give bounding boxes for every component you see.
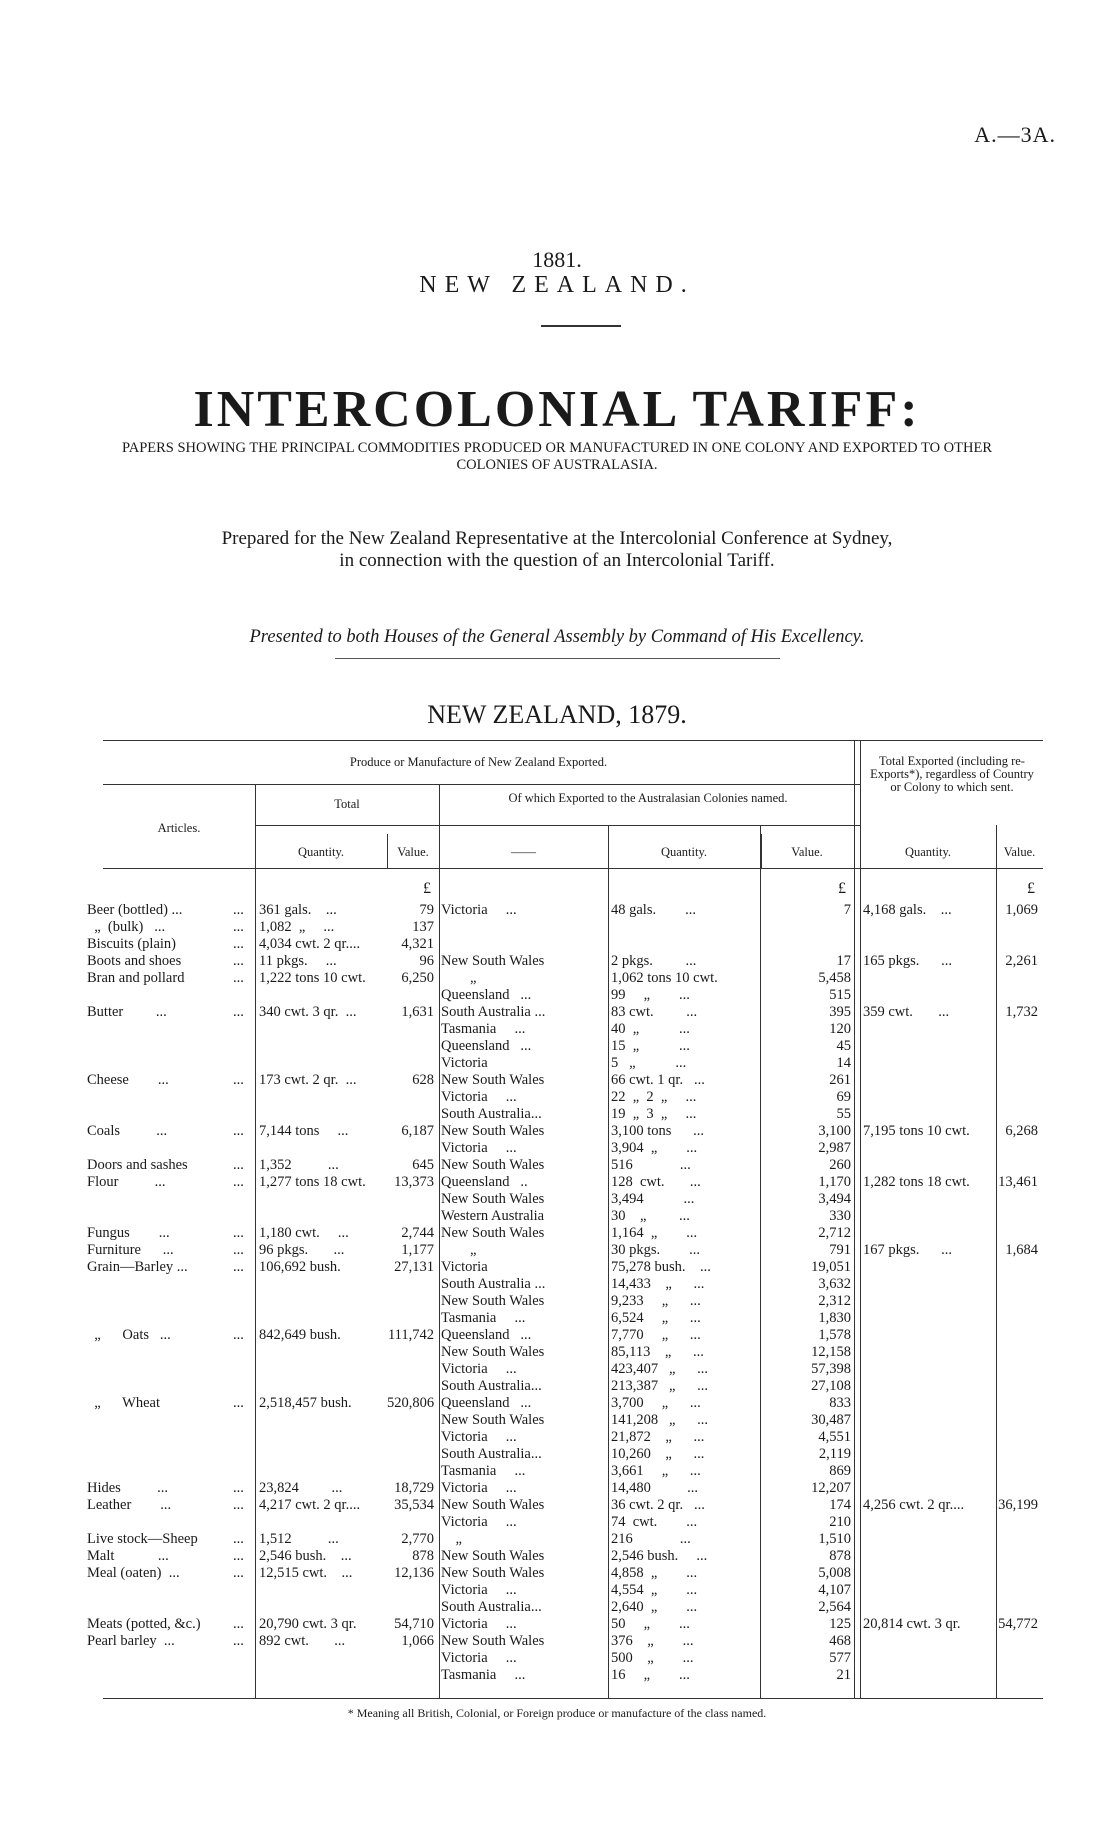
colony-quantity-cell: 15 „ ... [611, 1038, 690, 1054]
colony-value-cell: 12,158 [811, 1344, 851, 1360]
colony-quantity-cell: 2,640 „ ... [611, 1599, 698, 1615]
colony-cell: Victoria [441, 1055, 488, 1071]
value-cell: 628 [412, 1072, 434, 1088]
colony-cell: South Australia... [441, 1446, 542, 1462]
colony-quantity-cell: 376 „ ... [611, 1633, 694, 1649]
colony-cell: New South Wales [441, 1157, 545, 1173]
divider [335, 658, 780, 659]
colony-cell: Victoria ... [441, 902, 517, 918]
colony-value-cell: 577 [829, 1650, 851, 1666]
colony-quantity-cell: 9,233 „ ... [611, 1293, 701, 1309]
value-cell: 1,177 [401, 1242, 434, 1258]
total-quantity-cell: 20,814 cwt. 3 qr. [863, 1616, 961, 1632]
dots-cell: ... [233, 1616, 244, 1632]
total-value-cell: 2,261 [1005, 953, 1038, 969]
colony-cell: Victoria ... [441, 1140, 517, 1156]
colony-value-cell: 19,051 [811, 1259, 851, 1275]
value-cell: 2,770 [401, 1531, 434, 1547]
colony-quantity-cell: 516 ... [611, 1157, 691, 1173]
dots-cell: ... [233, 1327, 244, 1343]
dots-cell: ... [233, 1497, 244, 1513]
colony-quantity-cell: 3,700 „ ... [611, 1395, 701, 1411]
colony-cell: Tasmania ... [441, 1021, 526, 1037]
colony-quantity-cell: 19 „ 3 „ ... [611, 1106, 697, 1122]
export-table [87, 740, 1043, 1700]
quantity-cell: 842,649 bush. [259, 1327, 341, 1343]
column-rule [854, 740, 855, 1698]
total-value-cell: 36,199 [998, 1497, 1038, 1513]
colony-value-cell: 260 [829, 1157, 851, 1173]
quantity-cell: 361 gals. ... [259, 902, 337, 918]
dots-cell: ... [233, 1072, 244, 1088]
quantity-cell: 2,518,457 bush. [259, 1395, 352, 1411]
colony-value-cell: 515 [829, 987, 851, 1003]
colony-value-cell: 55 [836, 1106, 851, 1122]
article-cell: Meats (potted, &c.) [87, 1616, 201, 1632]
value-cell: 111,742 [387, 1327, 434, 1343]
table-rule [103, 740, 1043, 741]
total-value-cell: 1,732 [1005, 1004, 1038, 1020]
colony-cell: „ [441, 1531, 462, 1547]
dots-cell: ... [233, 1531, 244, 1547]
colony-quantity-cell: 14,480 ... [611, 1480, 698, 1496]
colony-quantity-cell: 99 „ ... [611, 987, 690, 1003]
document-reference: A.—3A. [974, 122, 1056, 147]
quantity-cell: 1,512 ... [259, 1531, 339, 1547]
article-cell: „ Oats ... [87, 1327, 171, 1343]
colony-quantity-cell: 4,858 „ ... [611, 1565, 698, 1581]
colony-value-cell: 7 [843, 902, 851, 918]
colony-value-cell: 1,578 [818, 1327, 851, 1343]
article-cell: Beer (bottled) ... [87, 902, 183, 918]
header-articles: Articles. [157, 821, 201, 835]
colony-cell: Queensland ... [441, 987, 532, 1003]
total-quantity-cell: 4,256 cwt. 2 qr.... [863, 1497, 965, 1513]
value-cell: 1,066 [401, 1633, 434, 1649]
article-cell: „ Wheat [87, 1395, 161, 1411]
currency-symbol: £ [838, 880, 846, 897]
colony-value-cell: 3,494 [818, 1191, 851, 1207]
colony-quantity-cell: 1,062 tons 10 cwt. [611, 970, 718, 986]
colony-quantity-cell: 3,494 ... [611, 1191, 695, 1207]
header-total-exported: Total Exported (including re-Exports*), regardless of Country or Colony to which sent. [870, 754, 1034, 794]
colony-cell: Victoria ... [441, 1650, 517, 1666]
quantity-cell: 7,144 tons ... [259, 1123, 349, 1139]
column-rule [608, 825, 609, 1698]
colony-quantity-cell: 74 cwt. ... [611, 1514, 698, 1530]
dots-cell: ... [233, 1225, 244, 1241]
currency-symbol: £ [1027, 880, 1035, 897]
colony-cell: New South Wales [441, 1412, 545, 1428]
article-cell: Pearl barley ... [87, 1633, 175, 1649]
colony-value-cell: 3,100 [818, 1123, 851, 1139]
colony-cell: New South Wales [441, 1225, 545, 1241]
colony-cell: South Australia... [441, 1378, 542, 1394]
colony-quantity-cell: 66 cwt. 1 qr. ... [611, 1072, 705, 1088]
article-cell: Meal (oaten) ... [87, 1565, 180, 1581]
header-value: Value. [1003, 845, 1036, 859]
colony-value-cell: 120 [829, 1021, 851, 1037]
value-cell: 27,131 [394, 1259, 434, 1275]
table-rule [255, 825, 861, 826]
colony-value-cell: 30,487 [811, 1412, 851, 1428]
total-value-cell: 54,772 [998, 1616, 1038, 1632]
column-rule [387, 834, 388, 868]
value-cell: 2,744 [401, 1225, 434, 1241]
article-cell: Malt ... [87, 1548, 169, 1564]
article-cell: Coals ... [87, 1123, 168, 1139]
table-rule [103, 784, 861, 785]
dots-cell: ... [233, 1174, 244, 1190]
article-cell: Bran and pollard [87, 970, 185, 986]
colony-quantity-cell: 2,546 bush. ... [611, 1548, 708, 1564]
colony-quantity-cell: 423,407 „ ... [611, 1361, 709, 1377]
quantity-cell: 20,790 cwt. 3 qr. [259, 1616, 357, 1632]
dots-cell: ... [233, 1157, 244, 1173]
colony-value-cell: 869 [829, 1463, 851, 1479]
colony-quantity-cell: 4,554 „ ... [611, 1582, 698, 1598]
article-cell: „ (bulk) ... [87, 919, 166, 935]
colony-cell: Victoria ... [441, 1514, 517, 1530]
article-cell: Hides ... [87, 1480, 168, 1496]
colony-quantity-cell: 40 „ ... [611, 1021, 690, 1037]
colony-cell: Victoria ... [441, 1480, 517, 1496]
colony-value-cell: 1,170 [818, 1174, 851, 1190]
dots-cell: ... [233, 1004, 244, 1020]
colony-quantity-cell: 6,524 „ ... [611, 1310, 701, 1326]
colony-quantity-cell: 30 „ ... [611, 1208, 690, 1224]
article-cell: Boots and shoes [87, 953, 182, 969]
dots-cell: ... [233, 902, 244, 918]
prepared-note [120, 528, 994, 572]
colony-value-cell: 330 [829, 1208, 851, 1224]
colony-cell: New South Wales [441, 1497, 545, 1513]
colony-cell: Victoria ... [441, 1582, 517, 1598]
quantity-cell: 340 cwt. 3 qr. ... [259, 1004, 357, 1020]
colony-quantity-cell: 1,164 „ ... [611, 1225, 698, 1241]
colony-quantity-cell: 128 cwt. ... [611, 1174, 701, 1190]
colony-value-cell: 174 [829, 1497, 851, 1513]
colony-quantity-cell: 3,904 „ ... [611, 1140, 698, 1156]
article-cell: Fungus ... [87, 1225, 170, 1241]
header-produce: Produce or Manufacture of New Zealand Exported. [349, 755, 608, 769]
colony-cell: New South Wales [441, 1191, 545, 1207]
quantity-cell: 2,546 bush. ... [259, 1548, 352, 1564]
header-quantity: Quantity. [297, 845, 345, 859]
value-cell: 79 [419, 902, 434, 918]
colony-value-cell: 4,107 [818, 1582, 851, 1598]
colony-cell: South Australia ... [441, 1276, 546, 1292]
dots-cell: ... [233, 1123, 244, 1139]
colony-value-cell: 5,008 [818, 1565, 851, 1581]
colony-value-cell: 833 [829, 1395, 851, 1411]
colony-quantity-cell: 16 „ ... [611, 1667, 690, 1683]
dots-cell: ... [233, 1242, 244, 1258]
value-cell: 4,321 [401, 936, 434, 952]
value-cell: 13,373 [394, 1174, 434, 1190]
colony-value-cell: 27,108 [811, 1378, 851, 1394]
quantity-cell: 4,217 cwt. 2 qr.... [259, 1497, 361, 1513]
table-rule [103, 868, 1043, 869]
colony-value-cell: 4,551 [818, 1429, 851, 1445]
total-value-cell: 13,461 [998, 1174, 1038, 1190]
table-title: NEW ZEALAND, 1879. [427, 700, 687, 729]
colony-cell: Tasmania ... [441, 1463, 526, 1479]
quantity-cell: 4,034 cwt. 2 qr.... [259, 936, 361, 952]
colony-quantity-cell: 2 pkgs. ... [611, 953, 697, 969]
dots-cell: ... [233, 1480, 244, 1496]
header-of-which: Of which Exported to the Australasian Colonies named. [508, 791, 788, 805]
colony-quantity-cell: 48 gals. ... [611, 902, 696, 918]
colony-cell: Victoria ... [441, 1361, 517, 1377]
header-quantity: Quantity. [904, 845, 952, 859]
quantity-cell: 1,180 cwt. ... [259, 1225, 349, 1241]
colony-value-cell: 125 [829, 1616, 851, 1632]
colony-value-cell: 2,119 [818, 1446, 851, 1462]
quantity-cell: 1,222 tons 10 cwt. [259, 970, 366, 986]
header-value: Value. [791, 845, 823, 859]
colony-cell: Tasmania ... [441, 1310, 526, 1326]
article-cell: Butter ... [87, 1004, 167, 1020]
colony-cell: Victoria [441, 1259, 488, 1275]
colony-quantity-cell: 141,208 „ ... [611, 1412, 709, 1428]
colony-quantity-cell: 30 pkgs. ... [611, 1242, 701, 1258]
main-title: INTERCOLONIAL TARIFF: [193, 381, 921, 438]
value-cell: 1,631 [401, 1004, 434, 1020]
value-cell: 35,534 [394, 1497, 434, 1513]
colony-quantity-cell: 10,260 „ ... [611, 1446, 705, 1462]
colony-quantity-cell: 22 „ 2 „ ... [611, 1089, 697, 1105]
colony-cell: New South Wales [441, 1565, 545, 1581]
total-value-cell: 6,268 [1005, 1123, 1038, 1139]
value-cell: 137 [412, 919, 434, 935]
article-cell: Flour ... [87, 1174, 166, 1190]
colony-cell: Queensland ... [441, 1395, 532, 1411]
value-cell: 96 [419, 953, 434, 969]
colony-cell: „ [441, 970, 477, 986]
colony-value-cell: 5,458 [818, 970, 851, 986]
total-value-cell: 1,069 [1005, 902, 1038, 918]
value-cell: 645 [412, 1157, 434, 1173]
colony-value-cell: 878 [829, 1548, 851, 1564]
table-rule [103, 1698, 1043, 1699]
presented-note: Presented to both Houses of the General Assembly by Command of His Excellency. [249, 627, 865, 647]
colony-value-cell: 45 [836, 1038, 851, 1054]
colony-value-cell: 3,632 [818, 1276, 851, 1292]
quantity-cell: 1,082 „ ... [259, 919, 335, 935]
colony-cell: Queensland ... [441, 1038, 532, 1054]
subtitle: PAPERS SHOWING THE PRINCIPAL COMMODITIES PRODUCED OR MANUFACTURED IN ONE COLONY AND EXPORTED TO OTHER COLONIES OF AUSTRALASIA. [122, 440, 992, 473]
colony-cell: New South Wales [441, 1548, 545, 1564]
colony-value-cell: 17 [836, 953, 851, 969]
colony-value-cell: 2,312 [818, 1293, 851, 1309]
colony-value-cell: 14 [836, 1055, 851, 1071]
prepared-line-2: in connection with the question of an Intercolonial Tariff. [339, 550, 775, 571]
article-cell: Live stock—Sheep [87, 1531, 198, 1547]
colony-cell: New South Wales [441, 1344, 545, 1360]
colony-value-cell: 21 [836, 1667, 851, 1683]
dots-cell: ... [233, 1395, 244, 1411]
colony-value-cell: 2,712 [818, 1225, 851, 1241]
dots-cell: ... [233, 953, 244, 969]
colony-value-cell: 210 [829, 1514, 851, 1530]
colony-cell: „ [441, 1242, 477, 1258]
quantity-cell: 96 pkgs. ... [259, 1242, 345, 1258]
value-cell: 520,806 [387, 1395, 434, 1411]
total-quantity-cell: 4,168 gals. ... [863, 902, 952, 918]
colony-cell: South Australia... [441, 1599, 542, 1615]
article-cell: Furniture ... [87, 1242, 174, 1258]
value-cell: 12,136 [394, 1565, 434, 1581]
total-quantity-cell: 165 pkgs. ... [863, 953, 953, 969]
colony-cell: South Australia ... [441, 1004, 546, 1020]
dots-cell: ... [233, 1259, 244, 1275]
colony-value-cell: 2,987 [818, 1140, 851, 1156]
colony-cell: New South Wales [441, 953, 545, 969]
year: 1881. [532, 247, 582, 272]
colony-quantity-cell: 7,770 „ ... [611, 1327, 701, 1343]
colony-value-cell: 261 [829, 1072, 851, 1088]
divider [541, 325, 621, 327]
quantity-cell: 892 cwt. ... [259, 1633, 346, 1649]
quantity-cell: 1,277 tons 18 cwt. [259, 1174, 366, 1190]
colony-quantity-cell: 216 ... [611, 1531, 691, 1547]
colony-cell: South Australia... [441, 1106, 542, 1122]
column-rule [761, 834, 762, 868]
colony-quantity-cell: 50 „ ... [611, 1616, 690, 1632]
colony-value-cell: 1,830 [818, 1310, 851, 1326]
colony-value-cell: 2,564 [818, 1599, 851, 1615]
colony-value-cell: 468 [829, 1633, 851, 1649]
value-cell: 18,729 [394, 1480, 434, 1496]
article-cell: Grain—Barley ... [87, 1259, 188, 1275]
total-quantity-cell: 1,282 tons 18 cwt. [863, 1174, 970, 1190]
colony-quantity-cell: 3,661 „ ... [611, 1463, 701, 1479]
country-heading: NEW ZEALAND. [419, 272, 695, 298]
colony-cell: Queensland .. [441, 1174, 528, 1190]
column-rule [860, 740, 861, 1698]
header-total: Total [334, 797, 360, 811]
colony-cell: Western Australia [441, 1208, 545, 1224]
colony-cell: New South Wales [441, 1293, 545, 1309]
colony-cell: New South Wales [441, 1123, 545, 1139]
quantity-cell: 12,515 cwt. ... [259, 1565, 353, 1581]
article-cell: Doors and sashes [87, 1157, 188, 1173]
colony-cell: New South Wales [441, 1072, 545, 1088]
colony-value-cell: 1,510 [818, 1531, 851, 1547]
colony-cell: New South Wales [441, 1633, 545, 1649]
colony-cell: Victoria ... [441, 1616, 517, 1632]
total-quantity-cell: 7,195 tons 10 cwt. [863, 1123, 970, 1139]
dots-cell: ... [233, 1548, 244, 1564]
colony-quantity-cell: 75,278 bush. ... [611, 1259, 711, 1275]
colony-cell: Victoria ... [441, 1429, 517, 1445]
colony-cell: Victoria ... [441, 1089, 517, 1105]
header-quantity: Quantity. [660, 845, 708, 859]
footnote: * Meaning all British, Colonial, or Foreign produce or manufacture of the class named. [347, 1706, 767, 1720]
header-value: Value. [397, 845, 429, 859]
value-cell: 878 [412, 1548, 434, 1564]
article-cell: Biscuits (plain) [87, 936, 177, 952]
value-cell: 54,710 [394, 1616, 434, 1632]
colony-quantity-cell: 14,433 „ ... [611, 1276, 705, 1292]
colony-cell: Tasmania ... [441, 1667, 526, 1683]
colony-quantity-cell: 500 „ ... [611, 1650, 694, 1666]
colony-value-cell: 69 [836, 1089, 851, 1105]
prepared-line-1: Prepared for the New Zealand Representative at the Intercolonial Conference at Sydney, [221, 528, 893, 549]
column-rule [439, 784, 440, 1698]
currency-symbol: £ [423, 880, 431, 897]
colony-value-cell: 791 [829, 1242, 851, 1258]
quantity-cell: 11 pkgs. ... [259, 953, 337, 969]
total-quantity-cell: 359 cwt. ... [863, 1004, 950, 1020]
total-value-cell: 1,684 [1005, 1242, 1038, 1258]
colony-quantity-cell: 213,387 „ ... [611, 1378, 709, 1394]
total-quantity-cell: 167 pkgs. ... [863, 1242, 953, 1258]
colony-quantity-cell: 3,100 tons ... [611, 1123, 705, 1139]
article-cell: Cheese ... [87, 1072, 169, 1088]
value-cell: 6,187 [401, 1123, 434, 1139]
colony-value-cell: 57,398 [811, 1361, 851, 1377]
dots-cell: ... [233, 1633, 244, 1649]
header-dash: —— [511, 845, 536, 859]
quantity-cell: 106,692 bush. [259, 1259, 341, 1275]
colony-cell: Queensland ... [441, 1327, 532, 1343]
quantity-cell: 1,352 ... [259, 1157, 339, 1173]
column-rule [255, 784, 256, 1698]
dots-cell: ... [233, 936, 244, 952]
colony-quantity-cell: 36 cwt. 2 qr. ... [611, 1497, 705, 1513]
dots-cell: ... [233, 970, 244, 986]
colony-quantity-cell: 83 cwt. ... [611, 1004, 698, 1020]
dots-cell: ... [233, 919, 244, 935]
colony-quantity-cell: 21,872 „ ... [611, 1429, 705, 1445]
colony-value-cell: 395 [829, 1004, 851, 1020]
colony-value-cell: 12,207 [811, 1480, 851, 1496]
dots-cell: ... [233, 1565, 244, 1581]
article-cell: Leather ... [87, 1497, 172, 1513]
quantity-cell: 23,824 ... [259, 1480, 343, 1496]
colony-quantity-cell: 85,113 „ ... [611, 1344, 704, 1360]
value-cell: 6,250 [401, 970, 434, 986]
colony-quantity-cell: 5 „ ... [611, 1055, 687, 1071]
quantity-cell: 173 cwt. 2 qr. ... [259, 1072, 357, 1088]
